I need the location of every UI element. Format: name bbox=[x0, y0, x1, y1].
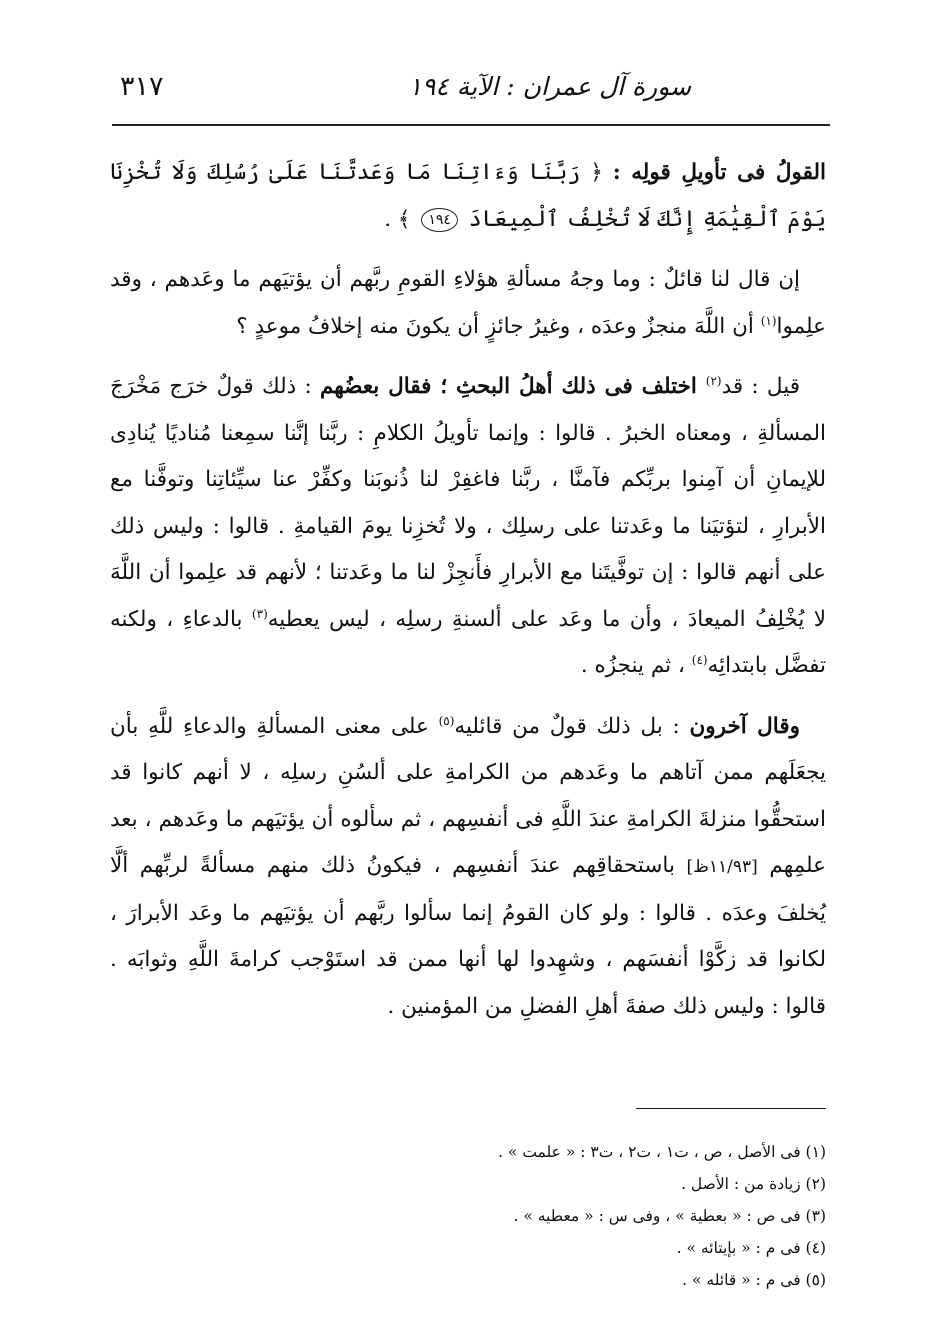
footnote-ref: (١) bbox=[760, 313, 777, 328]
ayah-number-marker: ١٩٤ bbox=[421, 208, 458, 232]
footnote-ref: (٥) bbox=[438, 713, 455, 728]
footnote-item: (١) فى الأصل ، ص ، ت١ ، ت٢ ، ت٣ : « علمت » . bbox=[498, 1143, 826, 1161]
footnote-divider bbox=[636, 1108, 826, 1109]
quran-close-bracket: ﴾ . bbox=[384, 206, 411, 232]
paragraph-text: : بل ذلك قولٌ من قائليه bbox=[454, 713, 690, 739]
footnote-ref: (٣) bbox=[251, 606, 268, 621]
paragraph-text: باستحقاقِهم عندَ أنفسِهم ، فيكونُ ذلك منهم مسألةً لربِّهم ألَّا يُخلفَ وعدَه . قالوا : ولو كان القومُ إنما سألوا ربَّهم أن يؤتيَهم ما وعَد الأبرارَ ، لكانوا قد زكَّوْا أنفسَهم ، وشهِدوا لها أنها ممن قد استَوْجب كرامةَ اللَّهِ وثوابَه . قالوا : وليس ذلك صفةَ أهلِ الفضلِ من المؤمنين . bbox=[110, 853, 826, 1019]
running-title: سورة آل عمران : الآية ١٩٤ bbox=[408, 71, 692, 101]
footnote-item: (٣) فى ص : « بعطية » ، وفى س : « معطيه » . bbox=[513, 1207, 826, 1225]
footnote-item: (٤) فى م : « بإيتائه » . bbox=[676, 1239, 826, 1257]
footnotes bbox=[110, 1136, 826, 1296]
paragraph-text: ، ثم ينجزُه . bbox=[580, 653, 692, 678]
paragraph-text: بالدعاءِ ، ولكنه تفضَّل بابتدائِه bbox=[110, 606, 826, 678]
footnote-item: (٥) فى م : « قائله » . bbox=[682, 1271, 826, 1289]
bold-phrase: وقال آخرون bbox=[689, 713, 800, 739]
footnote-item: (٢) زيادة من : الأصل . bbox=[681, 1175, 826, 1193]
footnote-ref: (٤) bbox=[691, 652, 708, 667]
manuscript-folio-ref: [١١/٩٣ظ] bbox=[686, 857, 758, 877]
quran-open-bracket: ﴿ bbox=[590, 160, 603, 185]
paragraph-text: : ذلك قولٌ خرَج مَخْرَجَ المسألةِ ، ومعناه الخبرُ . قالوا : وإنما تأويلُ الكلامِ : ربَّنا إنَّنا سمِعنا مُناديًا يُنادِى للإيمانِ أن آمِنوا بربِّكم فآمنَّا ، ربَّنا فاغفِرْ لنا ذُنوبَنا وكفِّرْ عنا سيِّئاتِنا وتوفَّنا مع الأبرارِ ، لتؤتيَنا ما وعَدتنا على رسلِك ، ولا تُخزِنا يومَ القيامةِ . قالوا : وليس ذلك على أنهم قالوا : إن توفَّيتَنا مع الأبرارِ فأَنجِزْ لنا ما وعَدتنا ؛ لأنهم قد علِموا أن اللَّهَ لا يُخْلِفُ الميعادَ ، وأن ما وعَد على ألسنةِ رسلِه ، ليس يعطيه bbox=[110, 374, 827, 632]
paragraph-question bbox=[110, 257, 826, 350]
paragraph-text: أن اللَّهَ منجزٌ وعدَه ، وغيرُ جائزٍ أن يكونَ منه إخلافُ موعدٍ ؟ bbox=[236, 313, 761, 339]
paragraph-first-opinion bbox=[110, 364, 826, 690]
page-header bbox=[120, 62, 816, 110]
quran-verse: رَبَّنَا وَءَاتِنَا مَا وَعَدتَّنَا عَلَىٰ رُسُلِكَ وَلَا تُخْزِنَا يَوْمَ ٱلْقِيَٰمَةِ إِنَّكَ لَا تُخْلِفُ ٱلْمِيعَادَ bbox=[110, 160, 826, 232]
page-number: ٣١٧ bbox=[120, 70, 164, 102]
paragraph-text: قيل : قد bbox=[721, 374, 800, 399]
paragraph-text: إن قال لنا قائلٌ : وما وجهُ مسألةِ هؤلاءِ القومِ ربَّهم أن يؤتيَهم ما وعَدهم ، وقد علِموا bbox=[110, 267, 826, 339]
section-heading-paragraph bbox=[110, 150, 826, 243]
header-divider bbox=[112, 124, 830, 126]
paragraph-second-opinion bbox=[110, 704, 826, 1031]
bold-phrase: اختلف فى ذلك أهلُ البحثِ ؛ فقال بعضُهم bbox=[319, 374, 706, 399]
footnote-ref: (٢) bbox=[705, 373, 722, 388]
main-text bbox=[110, 150, 826, 1044]
section-lead: القولُ فى تأويلِ قولِه : bbox=[612, 160, 826, 185]
paragraph-text: على معنى المسألةِ والدعاءِ للَّهِ بأن يجعَلَهم ممن آتاهم ما وعَدهم من الكرامةِ على ألسُنِ رسلِه ، لا أنهم كانوا قد استحقُّوا منزلةَ الكرامةِ عندَ اللَّهِ فى أنفسِهم ، ثم سألوه أن يؤتيَهم ما وعَدهم ، بعد علمِهم bbox=[110, 713, 826, 878]
